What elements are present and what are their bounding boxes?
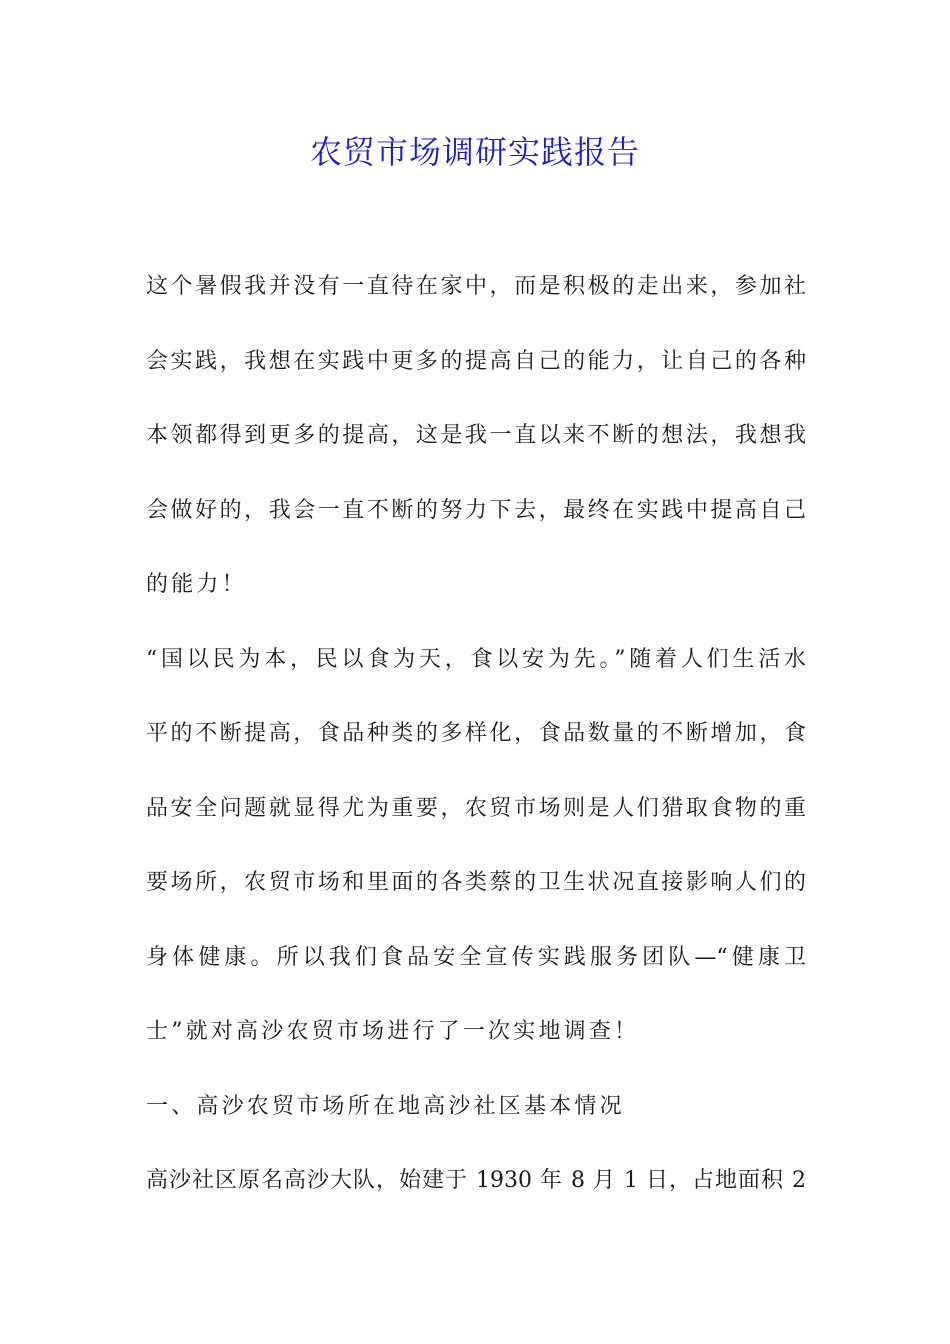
paragraph-line: 品安全问题就显得尤为重要，农贸市场则是人们猎取食物的重 (146, 795, 806, 821)
paragraph-line: 平的不断提高，食品种类的多样化，食品数量的不断增加，食 (146, 721, 806, 746)
paragraph-line: 要场所，农贸市场和里面的各类蔡的卫生状况直接影响人们的 (146, 870, 806, 895)
section-heading: 一、高沙农贸市场所在地高沙社区基本情况 (146, 1093, 625, 1119)
paragraph-line: 本领都得到更多的提高，这是我一直以来不断的想法，我想我 (146, 423, 806, 448)
document-body (146, 263, 806, 1232)
paragraph-line: 高沙社区原名高沙大队，始建于 1930 年 8 月 1 日，占地面积 2 (146, 1168, 806, 1193)
paragraph-line: 的能力！ (146, 572, 247, 597)
paragraph-line: 士”就对高沙农贸市场进行了一次实地调查！ (146, 1019, 640, 1044)
paragraph-line: 会实践，我想在实践中更多的提高自己的能力，让自己的各种 (146, 348, 806, 374)
document-title: 农贸市场调研实践报告 (309, 133, 640, 171)
paragraph-line: 会做好的，我会一直不断的努力下去，最终在实践中提高自己 (146, 497, 806, 523)
paragraph-line: “国以民为本，民以食为天，食以安为先。”随着人们生活水 (146, 646, 806, 672)
paragraph-line: 这个暑假我并没有一直待在家中，而是积极的走出来，参加社 (146, 274, 806, 299)
paragraph-line: 身体健康。所以我们食品安全宣传实践服务团队—“健康卫 (146, 944, 806, 970)
